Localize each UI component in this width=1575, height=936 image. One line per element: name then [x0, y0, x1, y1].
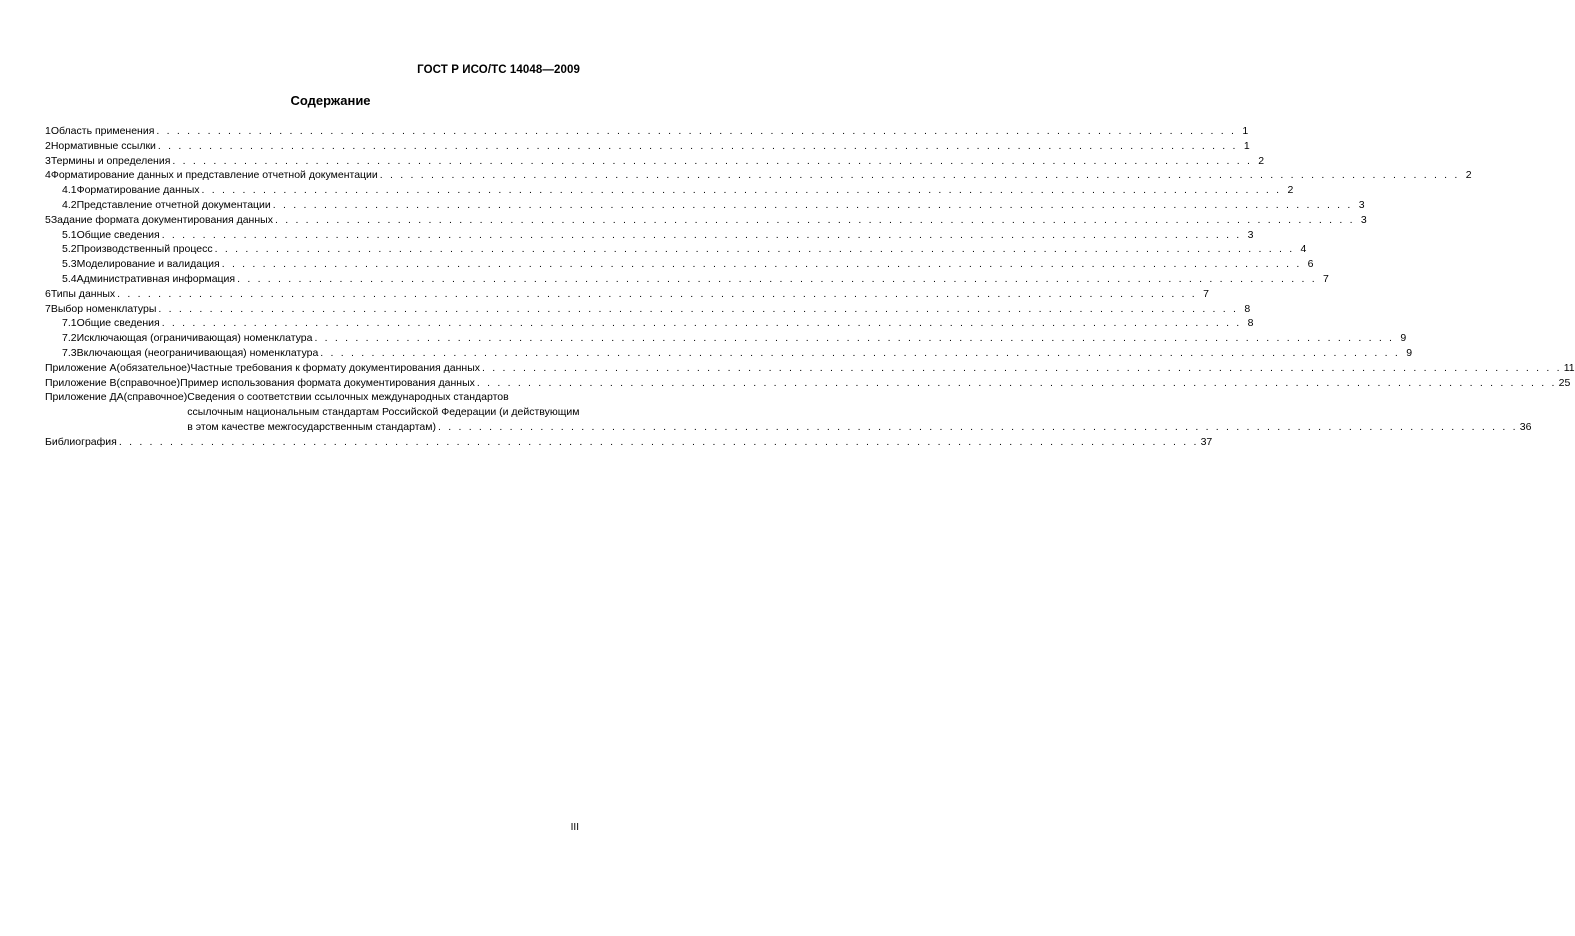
toc-entry-title: Типы данных: [50, 287, 116, 300]
toc-entry-number: 7.2: [62, 332, 77, 345]
toc-entry-number: 4.1: [62, 184, 77, 197]
toc-entry[interactable]: [45, 213, 1367, 228]
toc-entry-title: Представление отчетной документации: [76, 198, 271, 211]
toc-entry[interactable]: [45, 139, 1250, 154]
leader-dots: [172, 154, 1252, 169]
toc-entry-number: 4: [45, 169, 51, 182]
toc-entry-number: 5.4: [62, 272, 77, 285]
toc-entry-number: 7.3: [62, 346, 77, 359]
toc-entry[interactable]: [45, 346, 1413, 361]
toc-entry[interactable]: [45, 272, 1329, 287]
toc-entry[interactable]: [45, 242, 1307, 257]
table-of-contents: [45, 124, 1575, 450]
bibliography-title: Библиография: [45, 435, 117, 448]
toc-entry[interactable]: [45, 316, 1254, 331]
toc-entry-page: 9: [1406, 346, 1413, 359]
toc-entry-number: 1: [45, 125, 51, 137]
bibliography-entry[interactable]: [45, 435, 1213, 450]
toc-entry[interactable]: [45, 257, 1314, 272]
toc-entry[interactable]: [45, 228, 1254, 243]
toc-entry-page: 2: [1287, 184, 1294, 197]
leader-dots: [158, 139, 1238, 154]
toc-entry-title: Включающая (неограничивающая) номенклатура: [76, 346, 319, 359]
toc-entry-title: Форматирование данных: [76, 184, 200, 197]
leader-dots: [158, 302, 1238, 317]
toc-entry[interactable]: [45, 154, 1265, 169]
toc-entry-page: 3: [1360, 213, 1367, 226]
toc-entry-page: 2: [1258, 154, 1265, 167]
toc-entry[interactable]: [45, 287, 1209, 302]
leader-dots: [117, 287, 1197, 302]
leader-dots: [320, 346, 1400, 361]
toc-entry-page: 1: [1242, 125, 1249, 137]
page-number: III: [570, 822, 579, 833]
toc-entry-title: Термины и определения: [50, 154, 171, 167]
appendix-type: (справочное): [116, 376, 181, 389]
toc-entry[interactable]: [45, 168, 1472, 183]
appendix-title: Частные требования к формату документирования данных: [190, 361, 480, 374]
toc-entry-page: 2: [1465, 169, 1472, 182]
toc-entry-page: 1: [1243, 139, 1250, 152]
appendix-label: Приложение ДА: [45, 391, 124, 404]
appendix-page: 36: [1519, 420, 1532, 433]
leader-dots: [482, 361, 1562, 376]
leader-dots: [162, 228, 1242, 243]
appendix-title-continued: ссылочным национальным стандартам Российской Федерации (и действующим: [187, 406, 580, 419]
toc-entry-number: 4.2: [62, 198, 77, 211]
toc-entry-title: Задание формата документирования данных: [50, 213, 273, 226]
page-title: Содержание: [290, 93, 371, 108]
leader-dots: [380, 168, 1460, 183]
appendix-type: (обязательное): [116, 361, 191, 374]
toc-entry[interactable]: [45, 302, 1251, 317]
toc-entry-number: 5: [45, 213, 51, 226]
toc-entry[interactable]: [45, 124, 1249, 139]
toc-entry-title: Общие сведения: [76, 228, 160, 241]
leader-dots: [156, 124, 1236, 139]
leader-dots: [438, 420, 1518, 435]
leader-dots: [222, 257, 1302, 272]
toc-entry-number: 5.2: [62, 243, 77, 256]
toc-entry-title: Моделирование и валидация: [76, 258, 220, 271]
toc-entry[interactable]: [45, 183, 1294, 198]
toc-entry-number: 7: [45, 302, 51, 315]
toc-entry-page: 7: [1203, 287, 1209, 300]
toc-entry-title: Административная информация: [76, 272, 236, 285]
appendix-page: 11: [1563, 361, 1575, 374]
leader-dots: [162, 316, 1242, 331]
toc-entry[interactable]: [45, 198, 1365, 213]
toc-entry-number: 5.3: [62, 258, 77, 271]
toc-entry-number: 2: [45, 139, 51, 152]
toc-entry[interactable]: [45, 331, 1407, 346]
appendix-title: Пример использования формата документирования данных: [180, 376, 475, 389]
leader-dots: [273, 198, 1353, 213]
toc-entry-page: 7: [1323, 272, 1329, 285]
appendix-entry[interactable]: [45, 361, 1575, 376]
toc-entry-page: 9: [1400, 332, 1407, 345]
toc-entry-number: 7.1: [62, 317, 77, 330]
appendix-title: Сведения о соответствии ссылочных международных стандартов: [187, 391, 509, 404]
toc-entry-number: 5.1: [62, 228, 77, 241]
toc-entry-page: 3: [1358, 198, 1365, 211]
toc-entry-number: 6: [45, 287, 51, 300]
toc-entry-page: 8: [1247, 317, 1254, 330]
leader-dots: [237, 272, 1317, 287]
toc-entry-page: 6: [1307, 258, 1314, 271]
leader-dots: [215, 242, 1295, 257]
toc-entry-title: Область применения: [50, 125, 155, 137]
leader-dots: [119, 435, 1199, 450]
leader-dots: [275, 213, 1355, 228]
toc-entry-page: 4: [1300, 243, 1307, 256]
appendix-entry[interactable]: [45, 376, 1571, 391]
leader-dots: [202, 183, 1282, 198]
bibliography-page: 37: [1200, 435, 1213, 448]
appendix-page: 25: [1558, 376, 1571, 389]
appendix-entry[interactable]: [45, 390, 1532, 434]
document-id: ГОСТ Р ИСО/ТС 14048—2009: [417, 64, 580, 76]
toc-entry-page: 8: [1244, 302, 1251, 315]
toc-entry-title: Форматирование данных и представление отчетной документации: [50, 169, 378, 182]
toc-entry-title: Исключающая (ограничивающая) номенклатура: [76, 332, 313, 345]
toc-entry-number: 3: [45, 154, 51, 167]
toc-entry-title: Нормативные ссылки: [50, 139, 156, 152]
appendix-label: Приложение А: [45, 361, 117, 374]
leader-dots: [314, 331, 1394, 346]
appendix-label: Приложение В: [45, 376, 117, 389]
toc-entry-title: Общие сведения: [76, 317, 160, 330]
toc-entry-title: Производственный процесс: [76, 243, 213, 256]
appendix-type: (справочное): [123, 391, 188, 404]
leader-dots: [477, 376, 1557, 391]
toc-entry-title: Выбор номенклатуры: [50, 302, 157, 315]
appendix-title-continued: в этом качестве межгосударственным стандартам): [187, 420, 436, 433]
toc-entry-page: 3: [1247, 228, 1254, 241]
